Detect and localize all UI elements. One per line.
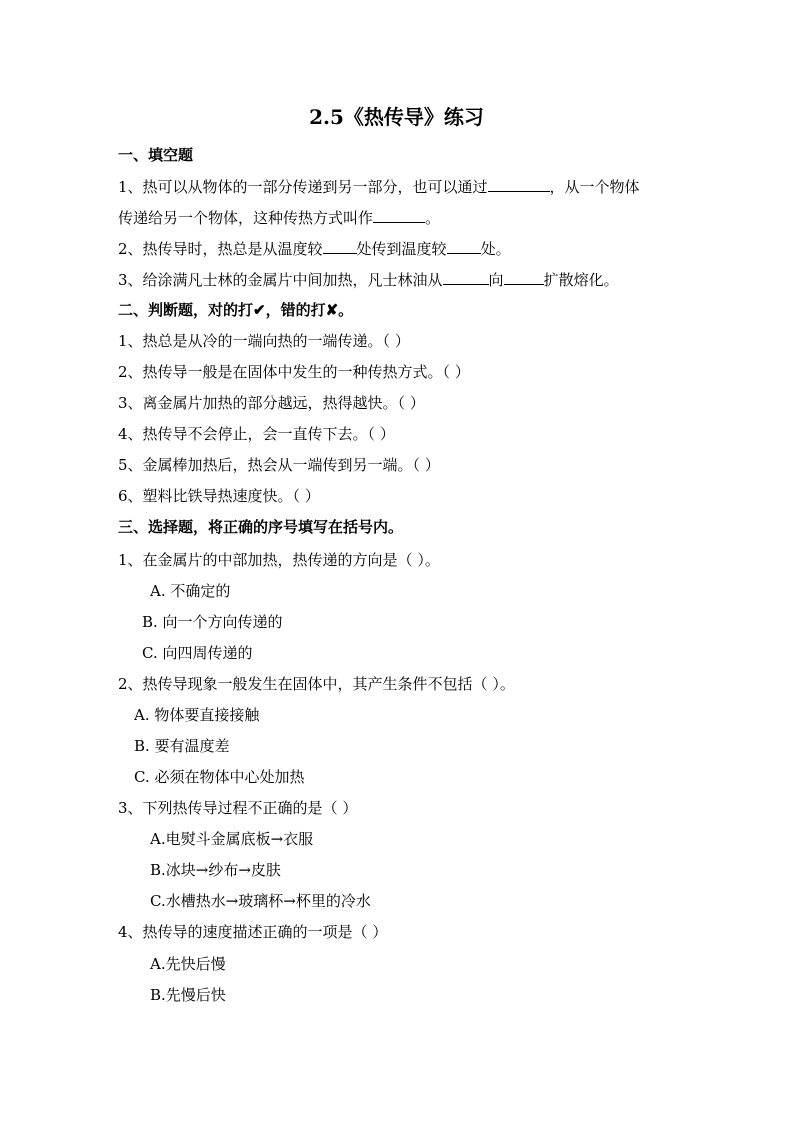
true-false-item-6[interactable]: 6、塑料比铁导热速度快。（ ） (118, 487, 320, 505)
choice-question-3[interactable]: 3、下列热传导过程不正确的是（ ） (118, 799, 358, 817)
true-false-item-5[interactable]: 5、金属棒加热后，热会从一端传到另一端。（ ） (118, 456, 440, 474)
true-false-item-2[interactable]: 2、热传导一般是在固体中发生的一种传热方式。（ ） (118, 363, 470, 381)
true-false-item-4[interactable]: 4、热传导不会停止，会一直传下去。（ ） (118, 425, 395, 443)
fill-question-1-line-1 (118, 176, 640, 197)
question-text: 处传到温度较 (356, 240, 447, 258)
question-text: 扩散熔化。 (543, 271, 619, 289)
answer-blank[interactable] (373, 207, 425, 223)
question-text: 向 (488, 271, 504, 289)
choice-question-2[interactable]: 2、热传导现象一般发生在固体中，其产生条件不包括（ ）。 (118, 675, 515, 693)
answer-blank[interactable] (488, 176, 550, 192)
choice-option[interactable]: B.先慢后快 (150, 986, 226, 1004)
section-heading-true-false: 二、判断题，对的打✔，错的打✘。 (118, 301, 354, 319)
question-text: 处。 (480, 240, 511, 258)
fill-question-3 (118, 269, 619, 290)
choice-option[interactable]: C.水槽热水→玻璃杯→杯里的冷水 (150, 892, 371, 910)
page-title: 2.5《热传导》练习 (309, 105, 484, 129)
choice-option[interactable]: A.电熨斗金属底板→衣服 (150, 830, 314, 848)
choice-question-1[interactable]: 1、在金属片的中部加热，热传递的方向是（ ）。 (118, 551, 440, 569)
question-text: 传递给另一个物体，这种传热方式叫作 (118, 209, 374, 227)
section-heading-fill-blank: 一、填空题 (118, 146, 194, 164)
choice-option[interactable]: B. 要有温度差 (134, 737, 230, 755)
true-false-item-3[interactable]: 3、离金属片加热的部分越远，热得越快。（ ） (118, 394, 425, 412)
question-text: 2、热传导时，热总是从温度较 (118, 240, 323, 258)
choice-option[interactable]: A. 不确定的 (150, 582, 231, 600)
choice-option[interactable]: A.先快后慢 (150, 955, 226, 973)
section-heading-multiple-choice: 三、选择题，将正确的序号填写在括号内。 (118, 518, 404, 536)
choice-option[interactable]: A. 物体要直接接触 (134, 706, 260, 724)
answer-blank[interactable] (504, 269, 544, 285)
choice-option[interactable]: C. 向四周传递的 (142, 644, 253, 662)
question-text: ，从一个物体 (549, 178, 640, 196)
answer-blank[interactable] (323, 238, 357, 254)
true-false-item-1[interactable]: 1、热总是从冷的一端向热的一端传递。（ ） (118, 332, 410, 350)
answer-blank[interactable] (447, 238, 481, 254)
choice-question-4[interactable]: 4、热传导的速度描述正确的一项是（ ） (118, 923, 388, 941)
choice-option[interactable]: C. 必须在物体中心处加热 (134, 768, 305, 786)
question-text: 3、给涂满凡士林的金属片中间加热，凡士林油从 (118, 271, 443, 289)
question-text: 。 (425, 209, 441, 227)
fill-question-1-line-2 (118, 207, 440, 228)
choice-option[interactable]: B. 向一个方向传递的 (142, 613, 283, 631)
choice-option[interactable]: B.冰块→纱布→皮肤 (150, 861, 281, 879)
question-text: 1、热可以从物体的一部分传递到另一部分，也可以通过 (118, 178, 488, 196)
fill-question-2 (118, 238, 511, 259)
answer-blank[interactable] (443, 269, 489, 285)
